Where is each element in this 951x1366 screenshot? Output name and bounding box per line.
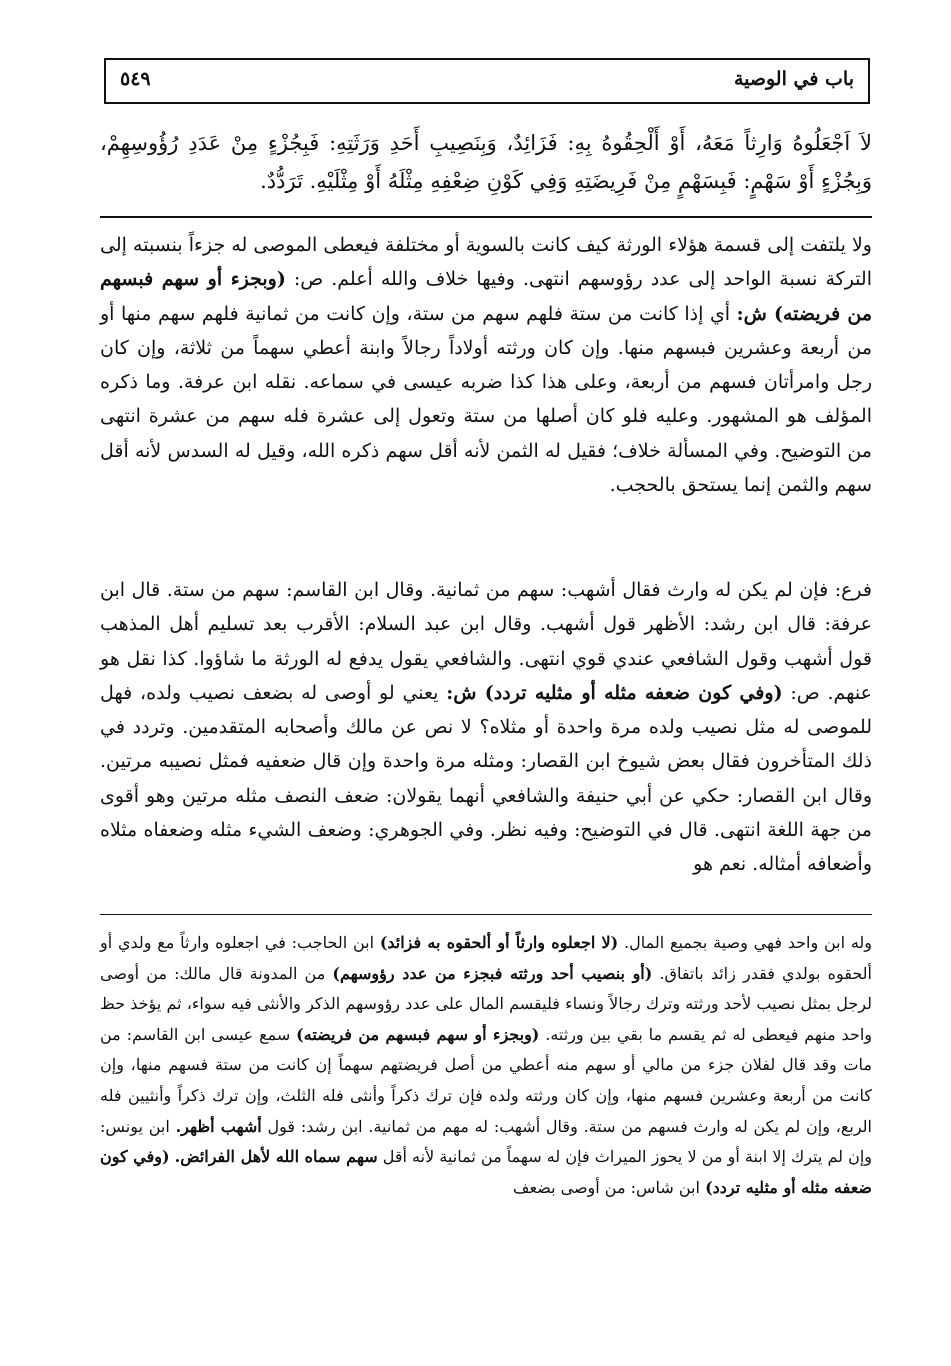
quoted-matn: (وفي كون ضعفه مثله أو مثليه تردد): [100, 1147, 872, 1197]
footnote-divider: [100, 914, 872, 915]
quoted-matn: (لا اجعلوه وارثاً أو ألحقوه به فزائد): [379, 933, 619, 952]
quoted-matn: (وبجزء أو سهم فبسهم من فريضته): [296, 1024, 540, 1044]
footnotes: [100, 928, 872, 1203]
commentary-text: فرع: فإن لم يكن له وارث فقال أشهب: سهم من ثمانية. وقال ابن القاسم: سهم من ستة. قال ابن عرفة: قال ابن رشد: الأظهر قول أشهب. وقال ابن عبد السلام: الأقرب بعد تسليم أهل المذهب قول أشهب وقول الشافعي عندي قوي انتهى. والشافعي يقول يدفع له الورثة ما شاؤوا. كذا نقل هو عنهم. ص:: [100, 579, 872, 704]
note-text: من المدونة قال مالك: من أوصى لرجل بمثل نصيب لأحد ورثته وترك رجالاً ونساء فليقسم المال على عدد رؤوسهم الذكر والأنثى فيه سواء، ثم يؤخذ حظ واحد منهم فيعطى له ثم يقسم ما بقي بين ورثته.: [100, 963, 873, 1044]
commentary-text: ولا يلتفت إلى قسمة هؤلاء الورثة كيف كانت بالسوية أو مختلفة فيعطى الموصى له جزءاً بنسبته إلى التركة نسبة الواحد إلى عدد رؤوسهم انتهى. وفيها خلاف والله أعلم. ص:: [100, 234, 872, 291]
commentary-paragraph-1: [100, 228, 872, 502]
note-emphasis: أشهب أظهر.: [175, 1116, 262, 1136]
page-number: ٥٤٩: [120, 68, 151, 90]
matn-text: [100, 124, 872, 200]
matn-divider: [100, 216, 872, 218]
note-text: وله ابن واحد فهي وصية بجميع المال.: [618, 933, 873, 952]
chapter-title: باب في الوصية: [733, 68, 854, 90]
note-text: سمع عيسى ابن القاسم: من مات وقد قال لفلان جزء من مالي أو سهم منه أعطي من أصل فريضتهم سهماً إن كانت من ستة فسهم منها، وإن كانت من أربعة وعشرين فسهم منها، وإن كان ورثته ولده فإن ترك ذكراً وأنثى فله الثلث، وإن ترك ذكراً وأنثيين فله الربع، وإن لم يكن له وارث فسهم من ستة. وقال أشهب: له مهم من ثمانية. ابن رشد: قول: [100, 1024, 873, 1136]
commentary-text: أي إذا كانت من ستة فلهم سهم من ستة، وإن كانت من ثمانية فلهم سهم منها أو من أربعة وعشرين فبسهم منها. وإن كان ورثته أولاداً رجالاً وابنة أعطي سهماً من ثلاثة، وإن كان رجل وامرأتان فسهم من أربعة، وعلى هذا كذا ضربه عيسى في سماعه. نقله ابن عرفة. وما ذكره المؤلف هو المشهور. وعليه فلو كان أصلها من ستة وتعول إلى عشرة فله سهم من عشرة انتهى من التوضيح. وفي المسألة خلاف؛ فقيل له الثمن لأنه أقل سهم ذكره الله، وقيل له السدس لأنه أقل سهم والثمن إنما يستحق بالحجب.: [100, 302, 872, 497]
running-header: [104, 58, 870, 104]
matn-paragraph: لاَ اَجْعَلُوهُ وَارِثاً مَعَهُ، أَوْ أَلْحِقُوهُ بِهِ: فَزَائِدٌ، وَبِنَصِيبِ أَحَدِ وَرَثَتِهِ: فَبِجُزْءٍ مِنْ عَدَدِ رُؤُوسِهِمْ، وَبِجُزْءٍ أَوْ سَهْمٍ: فَبِسَهْمٍ مِنْ فَرِيضَتِهِ وَفِي كَوْنِ ضِعْفِهِ مِثْلَهُ أَوْ مِثْلَيْهِ. تَرَدُّدٌ.: [100, 131, 872, 193]
quoted-matn: (وفي كون ضعفه مثله أو مثليه تردد) ش:: [446, 681, 783, 704]
commentary-text: يعني لو أوصى له بضعف نصيب ولده، فهل للموصى له مثل نصيب ولده مرة واحدة أو مثلاه؟ لا نص عن مالك وأصحابه المتقدمين. وتردد في ذلك المتأخرون فقال بعض شيوخ ابن القصار: ومثله مرة واحدة وإن قال ضعفيه فمثل نصيبه مرتين. وقال ابن القصار: حكي عن أبي حنيفة والشافعي أنهما يقولان: ضعف النصف مثله مرتين وهو أقوى من جهة اللغة انتهى. قال في التوضيح: وفيه نظر. وفي الجوهري: وضعف الشيء مثله وضعفاه مثلاه وأضعافه أمثاله. نعم هو: [100, 681, 872, 876]
commentary-paragraph-2: [100, 573, 872, 882]
quoted-matn: (وبجزء أو سهم فبسهم من فريضته) ش:: [100, 268, 872, 325]
note-text: ابن يونس: وإن لم يترك إلا ابنة أو من لا يحوز الميراث فإن له سهماً من ثمانية لأنه أقل: [100, 1116, 873, 1167]
note-text: ابن الحاجب: في اجعلوه وارثاً مع ولدي أو ألحقوه بولدي فقدر زائد باتفاق.: [100, 933, 872, 983]
quoted-matn: (أو بنصيب أحد ورثته فبجزء من عدد رؤوسهم): [332, 963, 653, 983]
note-emphasis: سهم سماه الله لأهل الفرائض.: [174, 1147, 378, 1167]
note-text: ابن شاس: من أوصى بضعف: [512, 1177, 706, 1197]
